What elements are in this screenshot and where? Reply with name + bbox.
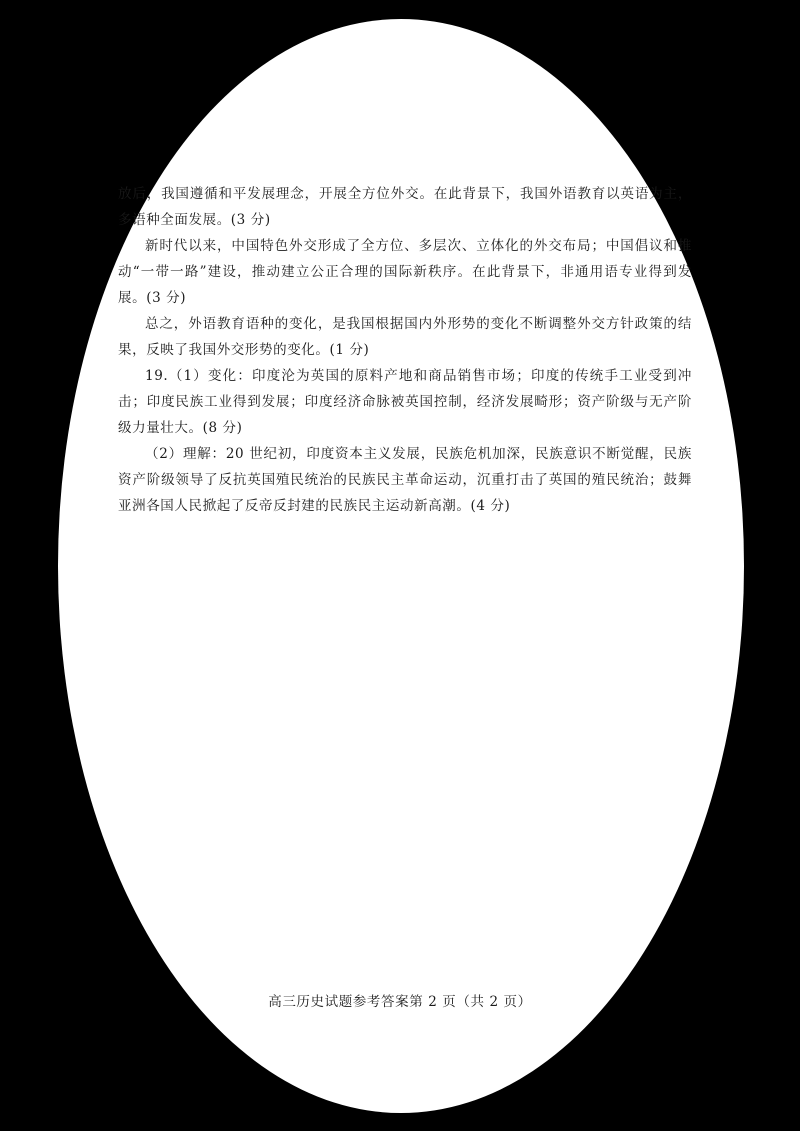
answer-text-body: [118, 181, 692, 519]
paragraph-q19-part2: （2）理解：20 世纪初，印度资本主义发展，民族危机加深，民族意识不断觉醒，民族资产阶级领导了反抗英国殖民统治的民族民主革命运动，沉重打击了英国的殖民统治；鼓舞亚洲各国人民掀起了反帝反封建的民族民主运动新高潮。(4 分): [118, 446, 692, 514]
paragraph-new-era: 新时代以来，中国特色外交形成了全方位、多层次、立体化的外交布局；中国倡议和推动“一带一路”建设，推动建立公正合理的国际新秩序。在此背景下，非通用语专业得到发展。(3 分): [118, 238, 692, 306]
paragraph-q19-part1: 19.（1）变化：印度沦为英国的原料产地和商品销售市场；印度的传统手工业受到冲击；印度民族工业得到发展；印度经济命脉被英国控制，经济发展畸形；资产阶级与无产阶级力量壮大。(8 分): [118, 368, 692, 436]
paragraph-summary: 总之，外语教育语种的变化，是我国根据国内外形势的变化不断调整外交方针政策的结果，反映了我国外交形势的变化。(1 分): [118, 316, 692, 358]
paragraph-continued: 放后，我国遵循和平发展理念，开展全方位外交。在此背景下，我国外语教育以英语为主，多语种全面发展。(3 分): [118, 186, 692, 228]
page-footer: 高三历史试题参考答案第 2 页（共 2 页）: [268, 994, 532, 1010]
